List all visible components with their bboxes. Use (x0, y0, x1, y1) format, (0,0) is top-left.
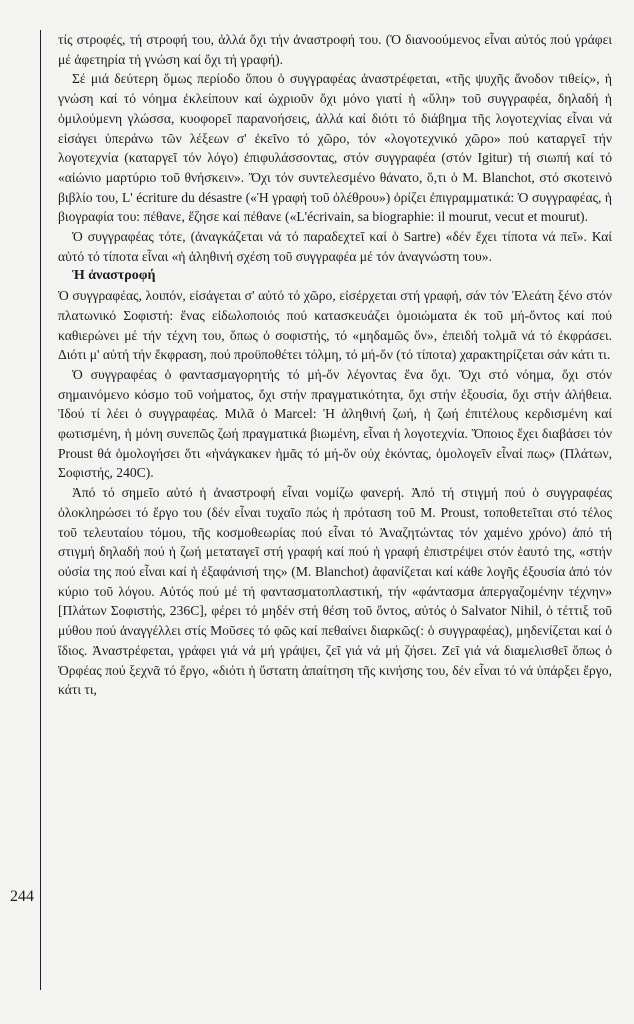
margin-rule (40, 30, 41, 990)
paragraph: Ἀπό τό σημεῖο αὐτό ἡ ἀναστροφή εἶναι νομίζω φανερή. Ἀπό τή στιγμή πού ὁ συγγραφέας ὁλοκληρώσει τό ἔργο του (δέν εἶναι τυχαῖο πώς ἡ πρόταση τοῦ M. Proust, τοποθετεῖται στό τέλος τοῦ τελευταίου τόμου, τῆς κοσμοθεωρίας πού εἶναι τό Ἀναζητώντας τόν χαμένο χρόνο) ἀπό τή στιγμή δηλαδή πού ἡ ζωή μεταταγεῖ στή γραφή καί πού ἡ γραφή ἐπιστρέψει στόν ἑαυτό της, «στήν οὐσία της πού εἶναι καί ἡ ἐξαφάνισή της» (M. Blanchot) ἀφανίζεται καί κάθε λογῆς ἐξουσία ἀπό τόν κύριο τοῦ λόγου. Αὐτός πού μέ τή φαντασματοπλαστική, τήν «φάντασμα ἀπεργαζομένην τέχνην» [Πλάτων Σοφιστής, 236C], φέρει τό μηδέν στή θέση τοῦ ὄντος, αὐτός ὁ Salvator Nihil, ὁ τέττιξ τοῦ μύθου πού ἀναγγέλλει στίς Μοῦσες τό φῶς καί πεθαίνει διαρκῶς(: ὁ συγγραφέας), μηδενίζεται καί ὁ ἴδιος. Ἀναστρέφεται, γράφει γιά νά μή γράψει, ζεῖ γιά νά μή ζήσει. Ζεῖ γιά νά διαμελισθεῖ ὅπως ὁ Ὀρφέας πού ξεχνᾶ τό ἔργο, «διότι ἡ ὕστατη ἀπαίτηση τῆς κινήσης του, δέν εἶναι τό νά ὑπάρξει ἔργο, κάτι τι, (58, 485, 612, 698)
paragraph: Σέ μιά δεύτερη ὅμως περίοδο ὅπου ὁ συγγραφέας ἀναστρέφεται, «τῆς ψυχῆς ἄνοδον τιθείς», ἡ γνώση καί τό νόημα ἐκλείπουν καί ὠχριοῦν ὄχι μόνο γιατί ἡ «ὕλη» τοῦ συγγραφέα, δηλαδή ἡ ὁμιλούμενη γλώσσα, κυοφορεῖ παρανοήσεις, ἀλλά καί διότι τό διάβημα τῆς λογοτεχνίας εἶναι νά εἰσάγει ὑπεράνω τῶν λέξεων σ' ἐκεῖνο τό χῶρο, τόν «λογοτεχνικό χῶρο» πού καταργεῖ τήν λογοτεχνία (καταργεῖ τόν λόγο) ἐπιφυλάσσοντας, στόν συγγραφέα (στόν Igitur) τή σιωπή καί τό «αἰώνιο μαρτύριο τοῦ θνήσκειν». Ὄχι τόν συντελεσμένο θάνατο, ὅ,τι ὁ M. Blanchot, στό σκοτεινό βιβλίο του, L' écriture du désastre («Ἡ γραφή τοῦ ὀλέθρου») ὁρίζει ἐπιγραμματικά: Ὁ συγγραφέας, ἡ βιογραφία του: πέθανε, ἔζησε καί πέθανε («L'écrivain, sa biographie: il mourut, vecut et mourut). (58, 71, 612, 225)
paragraph: τίς στροφές, τή στροφή του, ἀλλά ὄχι τήν ἀναστροφή του. (Ὁ διανοούμενος εἶναι αὐτός πού γράφει μέ ἀφετηρία τή γνώση καί ὄχι τή γραφή). (58, 32, 612, 67)
paragraph: Ὁ συγγραφέας ὁ φαντασμαγορητής τό μή-ὄν λέγοντας ἕνα ὄχι. Ὄχι στό νόημα, ὄχι στόν σημαινόμενο κόσμο τοῦ νοήματος, ὄχι στήν πραγματικότητα, ὄχι στήν ἐξουσία, ὄχι στήν ἀλήθεια. Ἰδού τί λέει ὁ συγγραφέας. Μιλᾶ ὁ Marcel: Ἡ ἀληθινή ζωή, ἡ ζωή ἐπιτέλους κερδισμένη καί φωτισμένη, ἡ μόνη συνεπῶς ζωή πραγματικά βιωμένη, εἶναι ἡ λογοτεχνία. Ὅποιος ἔχει διαβάσει τόν Proust θά ὁμολογήσει ὅτι «ἠνάγκακεν ἡμᾶς τό μή-ὄν οὐχ ἑκόντας, ὁμολογεῖν εἶναί πως» (Πλάτων, Σοφιστής, 240C). (58, 366, 612, 481)
paragraph: Ὁ συγγραφέας, λοιπόν, εἰσάγεται σ' αὐτό τό χῶρο, εἰσέρχεται στή γραφή, σάν τόν Ἐλεάτη ξένο στόν πλατωνικό Σοφιστή: ἕνας εἰδωλοποιός πού κατασκευάζει ὁμοιώματα ἐκ τοῦ μή-ὄντος καί πού καθιερώνει μέ τήν τέχνη του, ὅπως ὁ σοφιστής, τό «μηδαμῶς ὄν», ἐπειδή τολμᾶ νά τό ἐκφράσει. Διότι μ' αὐτή τήν ἔκφραση, πού προϋποθέτει τόλμη, τό μή-ὄν (τό τίποτα) χαρακτηρίζεται σάν κάτι τι. (58, 288, 612, 363)
section-heading: Ἡ ἀναστροφή (72, 268, 156, 284)
page-number: 244 (10, 888, 34, 905)
paragraph: Ὁ συγγραφέας τότε, (ἀναγκάζεται νά τό παραδεχτεῖ καί ὁ Sartre) «δέν ἔχει τίποτα νά πεῖ». Καί αὐτό τό τίποτα εἶναι «ἡ ἀληθινή σχέση τοῦ συγγραφέα μέ τόν ἀναγνώστη του». (58, 229, 612, 264)
body-text (58, 30, 612, 700)
